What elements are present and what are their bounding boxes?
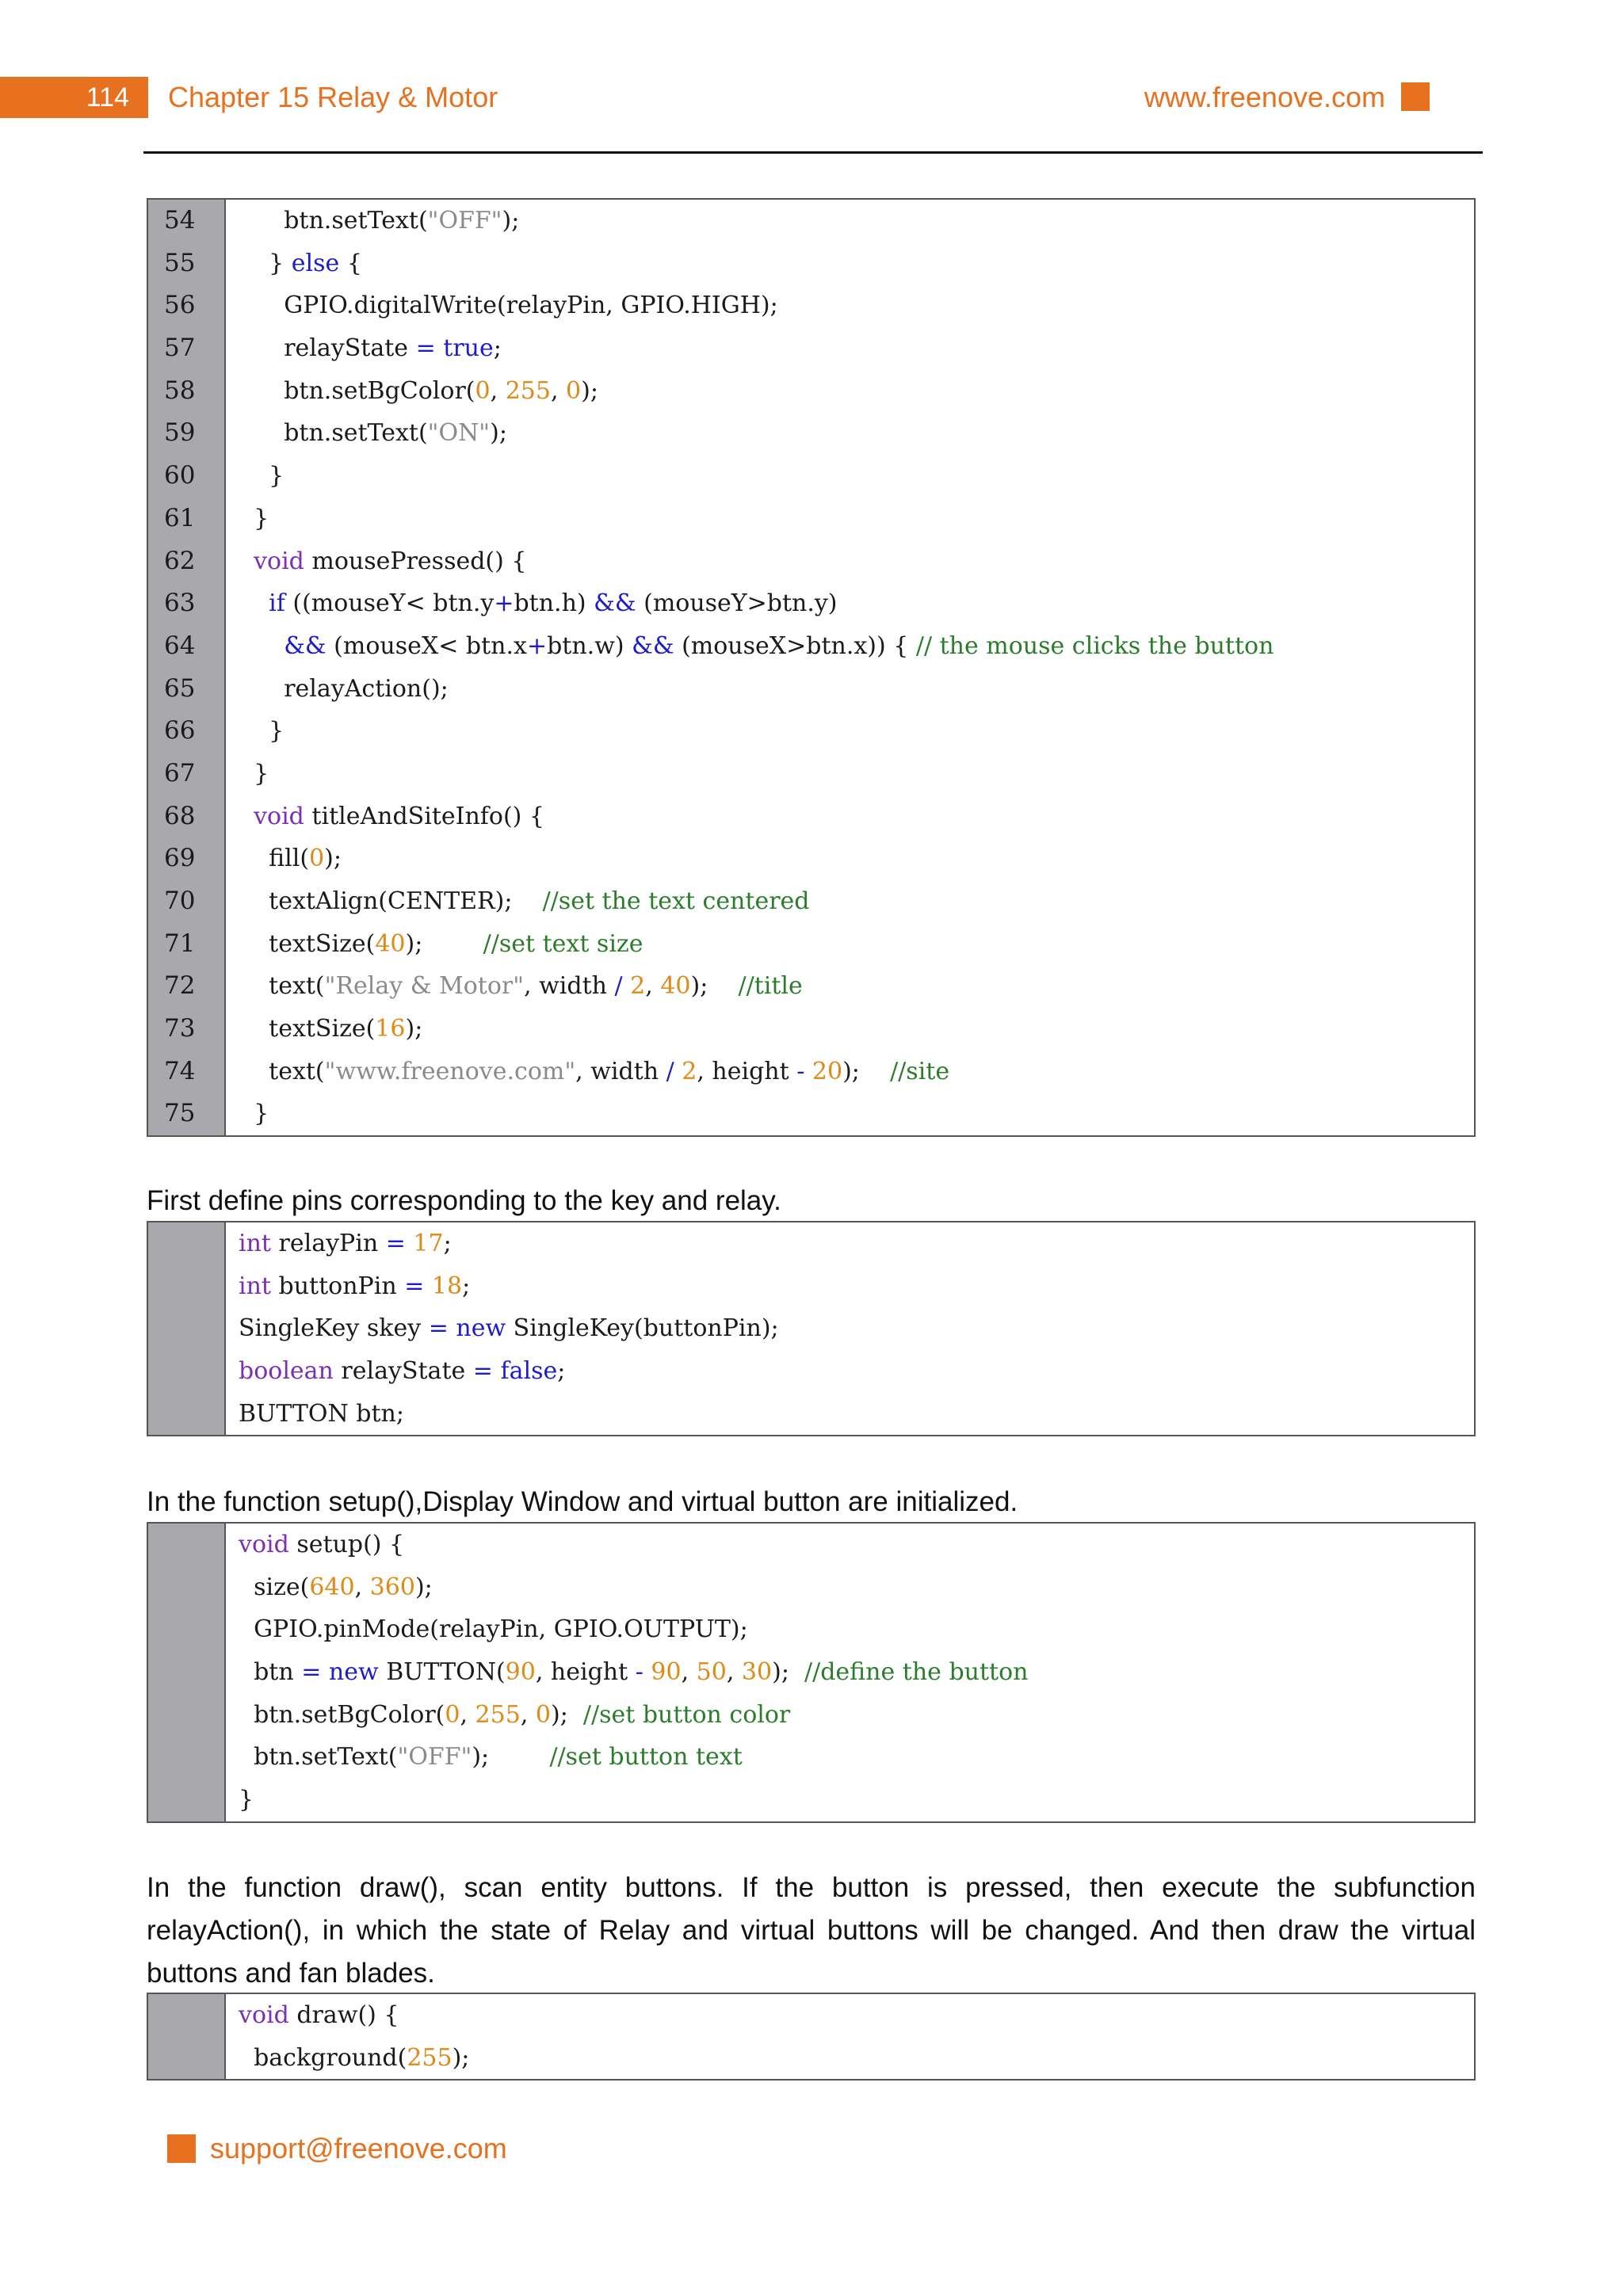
code-lines xyxy=(226,1222,1474,1435)
header-divider xyxy=(143,151,1483,154)
code-line: btn.setBgColor(0, 255, 0); //set button color xyxy=(239,1700,791,1729)
line-number: 69 xyxy=(164,844,196,873)
line-number: 62 xyxy=(164,546,196,575)
code-line: text("www.freenove.com", width / 2, height - 20); //site xyxy=(239,1057,950,1085)
code-block-3 xyxy=(147,1522,1476,1823)
line-number: 64 xyxy=(164,631,196,660)
code-line: } xyxy=(239,504,269,532)
code-line: background(255); xyxy=(239,2043,470,2072)
code-line: textSize(16); xyxy=(239,1015,423,1043)
code-line: void setup() { xyxy=(239,1531,405,1558)
code-line: } xyxy=(239,1100,269,1128)
code-line: } xyxy=(239,717,285,746)
line-number: 59 xyxy=(164,418,196,448)
line-number-gutter xyxy=(148,1222,226,1435)
line-number: 66 xyxy=(164,716,196,746)
code-line: btn.setText("OFF"); //set button text xyxy=(239,1743,743,1772)
code-line: btn.setText("ON"); xyxy=(239,419,507,448)
line-number-gutter xyxy=(148,1524,226,1821)
code-line: GPIO.digitalWrite(relayPin, GPIO.HIGH); xyxy=(239,292,778,320)
line-number: 55 xyxy=(164,248,196,277)
paragraph-setup: In the function setup(),Display Window and virtual button are initialized. xyxy=(147,1486,1018,1517)
line-number: 61 xyxy=(164,503,196,532)
code-line: int buttonPin = 18; xyxy=(239,1272,471,1300)
code-line: int relayPin = 17; xyxy=(239,1230,452,1257)
line-number: 72 xyxy=(164,971,196,1001)
support-email[interactable]: support@freenove.com xyxy=(210,2132,507,2164)
code-line: && (mouseX< btn.x+btn.w) && (mouseX>btn.x)) { // the mouse clicks the button xyxy=(284,631,1274,660)
line-number: 68 xyxy=(164,801,196,830)
code-lines xyxy=(226,200,1474,1135)
code-lines xyxy=(226,1994,1474,2079)
code-block-4 xyxy=(147,1993,1476,2081)
paragraph-draw: In the function draw(), scan entity buttons. If the button is pressed, then execute the subfunction relayAction(), in which the state of Relay and virtual buttons will be changed. And then draw the virtual buttons and fan blades. xyxy=(147,1872,1476,1989)
line-number: 54 xyxy=(164,206,196,235)
code-line: size(640, 360); xyxy=(239,1573,433,1601)
header-square-icon xyxy=(1401,82,1430,111)
line-number: 56 xyxy=(164,291,196,320)
line-number: 63 xyxy=(164,589,196,618)
code-line: relayAction(); xyxy=(239,674,449,703)
code-line: } else { xyxy=(239,249,362,277)
code-block-2 xyxy=(147,1221,1476,1436)
code-line: void draw() { xyxy=(239,2001,399,2029)
line-number: 58 xyxy=(164,376,196,405)
line-number: 70 xyxy=(164,887,196,915)
code-line: BUTTON btn; xyxy=(239,1399,404,1428)
code-line: textAlign(CENTER); //set the text centered xyxy=(239,887,810,915)
code-line: textSize(40); //set text size xyxy=(239,929,643,958)
code-line: if ((mouseY< btn.y+btn.h) && (mouseY>btn.y) xyxy=(269,589,838,618)
code-line: void titleAndSiteInfo() { xyxy=(254,802,544,830)
code-line: } xyxy=(239,1786,254,1814)
code-line: text("Relay & Motor", width / 2, 40); //title xyxy=(239,972,803,1001)
line-number: 60 xyxy=(164,461,196,490)
code-line: btn.setText("OFF"); xyxy=(239,207,520,235)
line-number: 65 xyxy=(164,673,196,703)
line-number: 75 xyxy=(164,1099,196,1128)
footer-square-icon xyxy=(167,2134,196,2163)
line-number-gutter xyxy=(148,1994,226,2079)
code-line: boolean relayState = false; xyxy=(239,1357,566,1386)
site-link[interactable]: www.freenove.com xyxy=(1144,81,1385,113)
code-line: } xyxy=(239,759,269,788)
code-line: SingleKey skey = new SingleKey(buttonPin); xyxy=(239,1314,779,1343)
code-line: relayState = true; xyxy=(239,334,502,363)
code-line: } xyxy=(239,462,285,490)
line-number: 74 xyxy=(164,1056,196,1085)
line-number: 73 xyxy=(164,1014,196,1043)
line-number: 57 xyxy=(164,334,196,363)
paragraph-pins: First define pins corresponding to the key and relay. xyxy=(147,1185,781,1216)
code-block-1 xyxy=(147,198,1476,1137)
line-number-gutter xyxy=(148,200,226,1135)
code-line: fill(0); xyxy=(239,845,342,873)
line-number: 71 xyxy=(164,929,196,958)
code-lines xyxy=(226,1524,1474,1821)
code-line: GPIO.pinMode(relayPin, GPIO.OUTPUT); xyxy=(239,1615,748,1644)
code-line: btn.setBgColor(0, 255, 0); xyxy=(239,376,598,405)
code-line: btn = new BUTTON(90, height - 90, 50, 30); //define the button xyxy=(239,1658,1029,1687)
code-line: void mousePressed() { xyxy=(254,547,527,575)
page-number: 114 xyxy=(0,77,148,118)
line-number: 67 xyxy=(164,758,196,788)
chapter-title: Chapter 15 Relay & Motor xyxy=(168,81,498,113)
